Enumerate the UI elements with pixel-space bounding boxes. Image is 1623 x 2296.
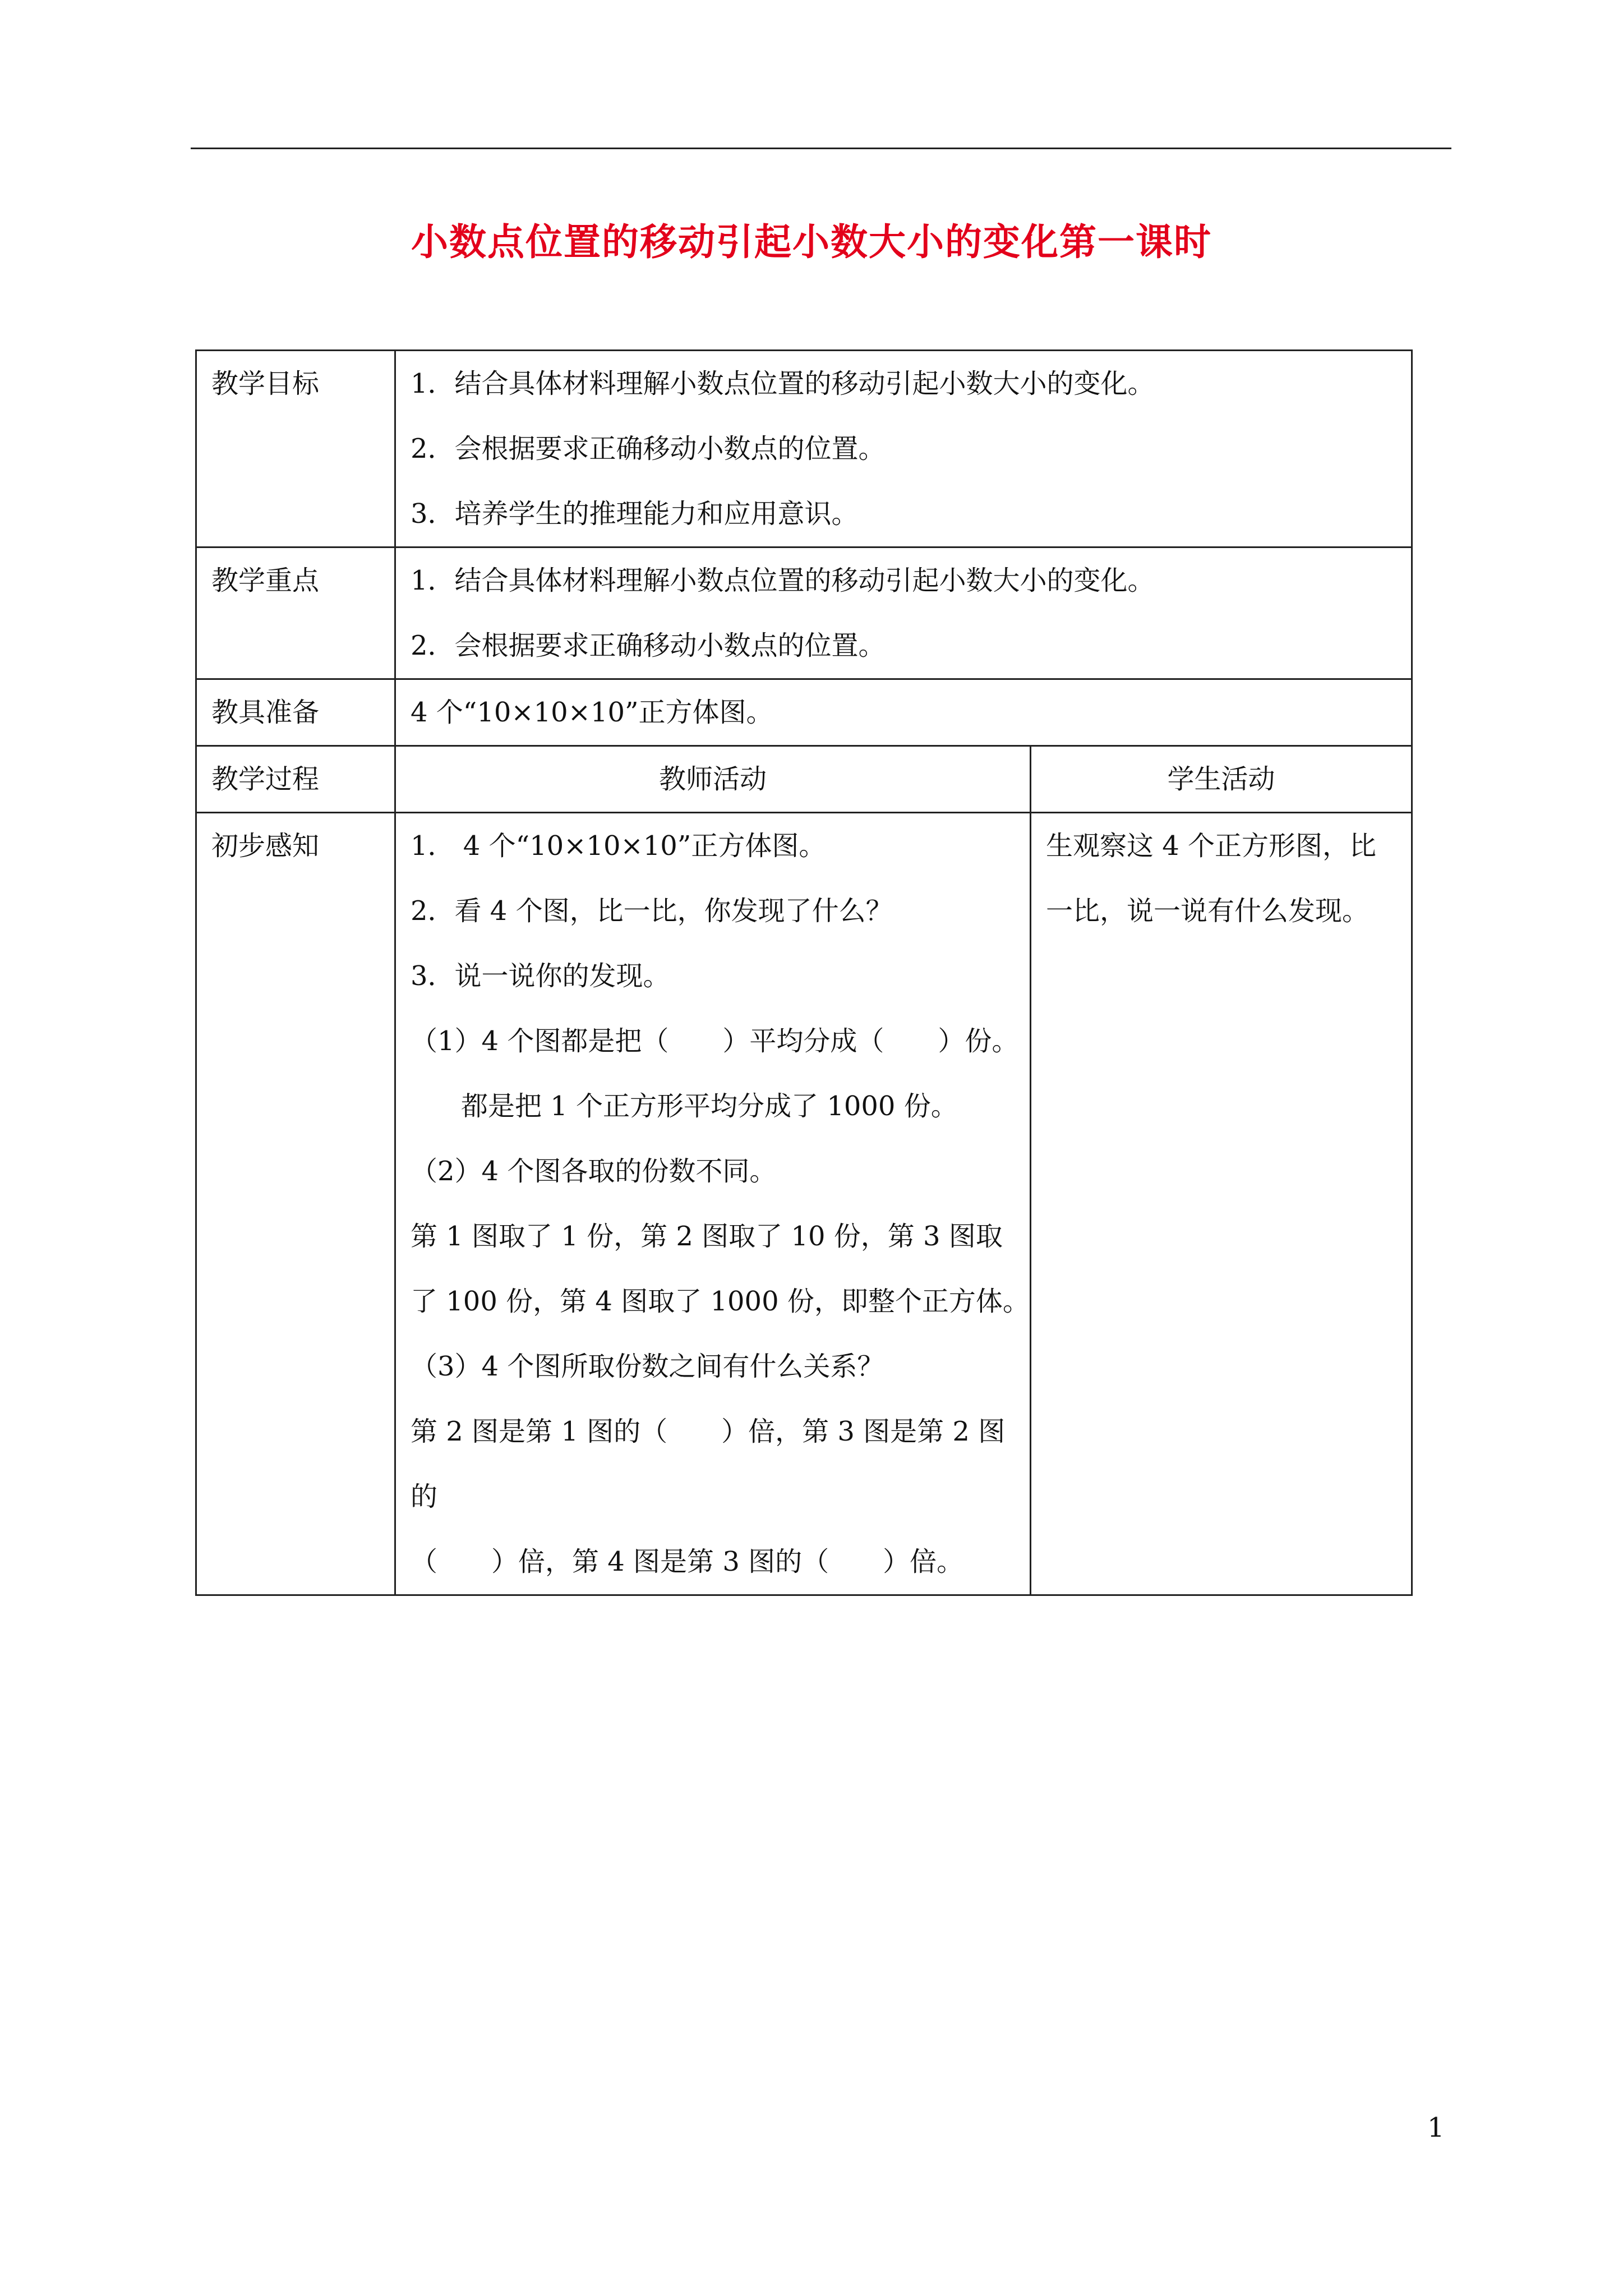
teacher-line: （ ）倍，第 4 图是第 3 图的（ ）倍。 xyxy=(411,1546,964,1577)
header-rule xyxy=(191,148,1451,149)
initial-perception-label: 初步感知 xyxy=(196,813,395,1595)
teacher-line: （2）4 个图各取的份数不同。 xyxy=(411,1156,777,1187)
teacher-line: 第 1 图取了 1 份，第 2 图取了 10 份，第 3 图取 xyxy=(411,1221,1003,1252)
row-initial-perception xyxy=(196,813,1412,1595)
student-activity-content xyxy=(1031,813,1412,1595)
key-points-label: 教学重点 xyxy=(196,547,395,679)
row-materials xyxy=(196,679,1412,746)
student-line: 一比，说一说有什么发现。 xyxy=(1046,895,1370,927)
goals-content xyxy=(395,351,1412,547)
teacher-activity-header: 教师活动 xyxy=(395,746,1031,813)
student-line: 生观察这 4 个正方形图，比 xyxy=(1046,830,1377,862)
row-goals xyxy=(196,351,1412,547)
teacher-line: 2．看 4 个图，比一比，你发现了什么？ xyxy=(411,895,893,927)
process-label: 教学过程 xyxy=(196,746,395,813)
teacher-line: 的 xyxy=(411,1481,438,1512)
student-activity-header: 学生活动 xyxy=(1031,746,1412,813)
page-number: 1 xyxy=(1427,2112,1445,2143)
teacher-line: 1． 4 个“10×10×10”正方体图。 xyxy=(411,830,826,862)
materials-label: 教具准备 xyxy=(196,679,395,746)
teacher-line: 3．说一说你的发现。 xyxy=(411,960,670,992)
teacher-activity-content xyxy=(395,813,1031,1595)
lesson-plan-table xyxy=(195,349,1413,1596)
goal-item: 2．会根据要求正确移动小数点的位置。 xyxy=(411,433,886,464)
teacher-line: （1）4 个图都是把（ ）平均分成（ ）份。 xyxy=(411,1025,1019,1057)
materials-content xyxy=(395,679,1412,746)
key-point-item: 2．会根据要求正确移动小数点的位置。 xyxy=(411,630,886,661)
teacher-line: （3）4 个图所取份数之间有什么关系？ xyxy=(411,1351,884,1382)
teacher-line: 第 2 图是第 1 图的（ ）倍，第 3 图是第 2 图 xyxy=(411,1416,1006,1447)
row-process-header xyxy=(196,746,1412,813)
row-key-points xyxy=(196,547,1412,679)
goal-item: 1．结合具体材料理解小数点位置的移动引起小数大小的变化。 xyxy=(411,368,1155,399)
key-point-item: 1．结合具体材料理解小数点位置的移动引起小数大小的变化。 xyxy=(411,565,1155,596)
goal-item: 3．培养学生的推理能力和应用意识。 xyxy=(411,498,859,530)
materials-text: 4 个“10×10×10”正方体图。 xyxy=(411,697,773,728)
teacher-line: 都是把 1 个正方形平均分成了 1000 份。 xyxy=(461,1091,958,1122)
teacher-line: 了 100 份，第 4 图取了 1000 份，即整个正方体。 xyxy=(411,1286,1030,1317)
goals-label: 教学目标 xyxy=(196,351,395,547)
document-title: 小数点位置的移动引起小数大小的变化第一课时 xyxy=(411,220,1212,264)
key-points-content xyxy=(395,547,1412,679)
